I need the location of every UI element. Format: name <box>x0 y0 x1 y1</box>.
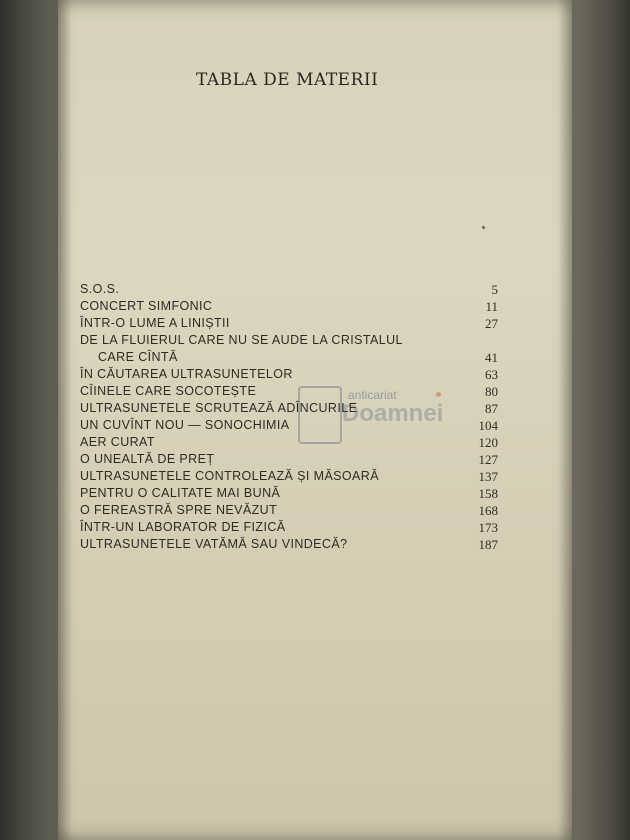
toc-entry-page: 120 <box>478 435 498 450</box>
page-shadow-left <box>58 0 72 840</box>
toc-entry-page: 27 <box>485 316 498 331</box>
watermark-brand: Doamnei <box>342 400 444 427</box>
toc-entry-title: AER CURAT <box>80 435 155 449</box>
toc-entry <box>80 468 498 485</box>
toc-entry <box>80 332 498 349</box>
toc-entry <box>80 400 498 417</box>
toc-entry-title: S.O.S. <box>80 282 120 296</box>
toc-entry-title: PENTRU O CALITATE MAI BUNĂ <box>80 486 281 500</box>
toc-entry-page: 168 <box>478 503 498 518</box>
toc-entry <box>80 349 498 366</box>
toc-entry-title: CÎINELE CARE SOCOTEȘTE <box>80 384 257 398</box>
toc-entry-page: 173 <box>478 520 498 535</box>
toc-entry-title: ULTRASUNETELE VATĂMĂ SAU VINDECĂ? <box>80 537 348 551</box>
toc-entry-page: 87 <box>485 401 498 416</box>
toc-entry <box>80 315 498 332</box>
toc-entry <box>80 434 498 451</box>
page-shadow-right <box>558 0 572 840</box>
toc-entry-title: UN CUVÎNT NOU — SONOCHIMIA <box>80 418 290 432</box>
toc-entry <box>80 281 498 298</box>
toc-entry-page: 187 <box>478 537 498 552</box>
toc-entry-page: 127 <box>478 452 498 467</box>
toc-entry-page: 5 <box>491 282 498 297</box>
toc-entry-title: ÎNTR-O LUME A LINIȘTII <box>80 316 230 330</box>
page-title: TABLA DE MATERII <box>196 70 379 90</box>
toc-entry-page: 158 <box>478 486 498 501</box>
toc-entry-page: 41 <box>485 350 498 365</box>
toc-entry <box>80 298 498 315</box>
toc-entry-title: O FEREASTRĂ SPRE NEVĂZUT <box>80 503 278 517</box>
toc-entry-title: DE LA FLUIERUL CARE NU SE AUDE LA CRISTALUL <box>80 333 403 347</box>
watermark-subtitle: anticariat <box>348 388 397 402</box>
toc-entry <box>80 366 498 383</box>
toc-entry-title: ÎN CĂUTAREA ULTRASUNETELOR <box>80 367 293 381</box>
table-of-contents <box>80 281 498 553</box>
toc-entry-page: 80 <box>485 384 498 399</box>
ink-speck <box>482 226 485 229</box>
toc-entry <box>80 383 498 400</box>
toc-entry-page: 137 <box>478 469 498 484</box>
toc-entry-title-continued: CARE CÎNTĂ <box>98 350 178 364</box>
toc-entry-page: 11 <box>485 299 498 314</box>
book-page <box>58 0 572 840</box>
toc-entry <box>80 485 498 502</box>
toc-entry-page: 104 <box>478 418 498 433</box>
toc-entry <box>80 536 498 553</box>
toc-entry-title: ÎNTR-UN LABORATOR DE FIZICĂ <box>80 520 286 534</box>
toc-entry <box>80 417 498 434</box>
toc-entry-title: ULTRASUNETELE SCRUTEAZĂ ADÎNCURILE <box>80 401 358 415</box>
toc-entry-title: CONCERT SIMFONIC <box>80 299 213 313</box>
toc-entry <box>80 451 498 468</box>
toc-entry-title: O UNEALTĂ DE PREȚ <box>80 452 215 466</box>
toc-entry-page: 63 <box>485 367 498 382</box>
toc-entry <box>80 519 498 536</box>
toc-entry-title: ULTRASUNETELE CONTROLEAZĂ ȘI MĂSOARĂ <box>80 469 379 483</box>
toc-entry <box>80 502 498 519</box>
